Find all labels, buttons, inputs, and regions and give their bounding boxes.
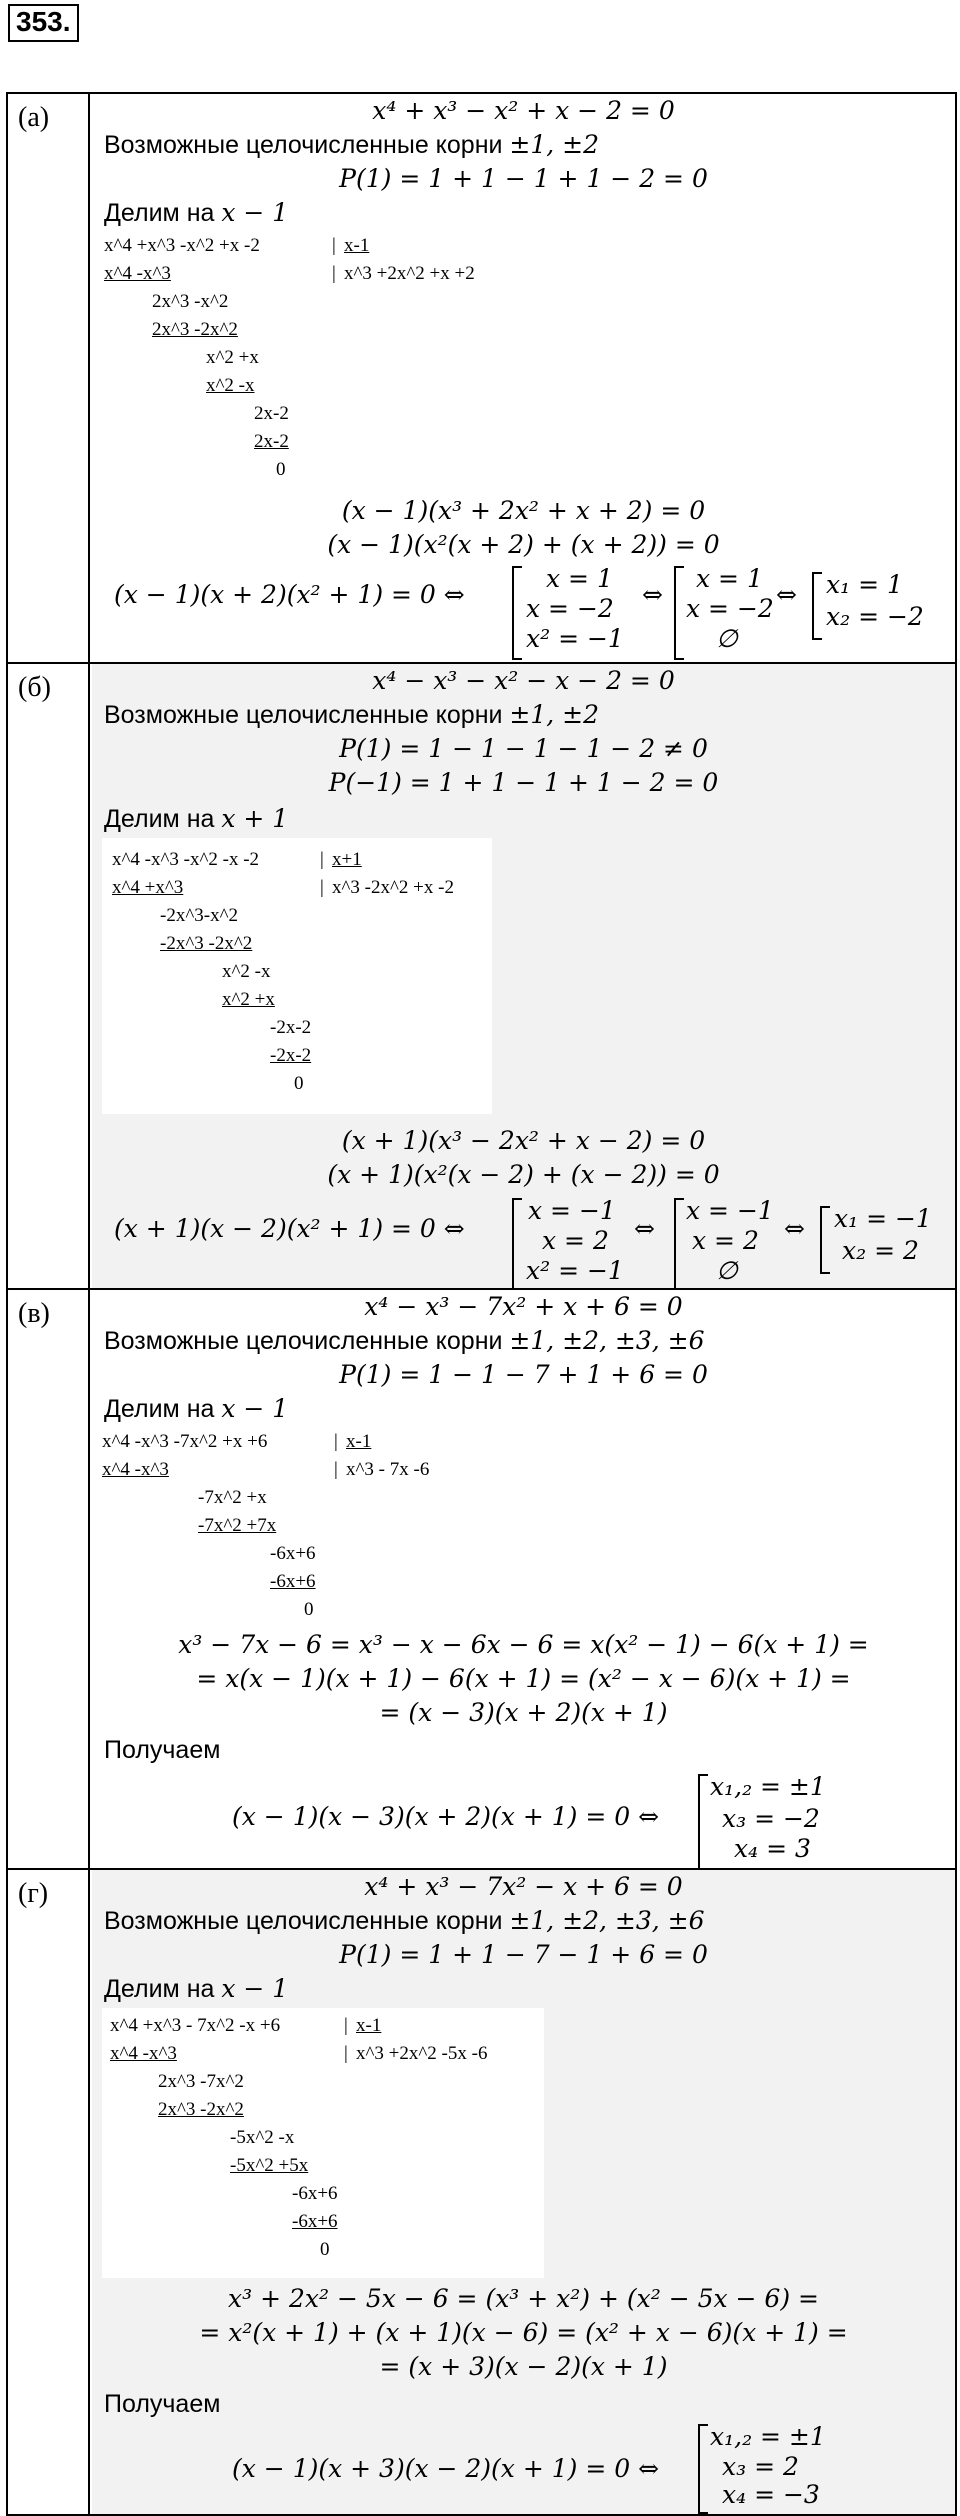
equiv-sign: ⇔ [776,580,797,609]
answer-line: x₃ = −2 [722,1804,820,1833]
roots-line [104,700,599,730]
divisor-text: x-1 [346,1431,372,1452]
answer-line: x₁,₂ = ±1 [710,1772,826,1801]
check-line: P(1) = 1 + 1 − 7 − 1 + 6 = 0 [339,1940,708,1969]
equiv-sign: ⇔ [642,580,663,609]
factored-line: = x(x − 1)(x + 1) − 6(x + 1) = (x² − x − 6)(x + 1) = [196,1664,851,1693]
divisor: x − 1 [221,1974,289,2003]
division-bar: | [332,235,336,256]
factored-line: (x + 1)(x²(x − 2) + (x − 2)) = 0 [327,1160,720,1189]
system-line: x² = −1 [526,624,624,653]
part-a-row [8,94,955,662]
divisor: x − 1 [221,198,289,227]
problem-number: 353. [8,4,79,42]
answer-line: x₁,₂ = ±1 [710,2422,826,2451]
division-step: 2x-2 [254,403,289,424]
division-step: -6x+6 [292,2211,338,2232]
final-equation: (x + 1)(x − 2)(x² + 1) = 0 ⇔ [114,1214,465,1243]
system-line: x = −1 [686,1196,774,1225]
system-line: x = 1 [546,564,613,593]
equation: x⁴ + x³ − 7x² − x + 6 = 0 [364,1872,683,1901]
answer-line: x₂ = −2 [826,602,924,631]
get-label: Получаем [104,1736,221,1764]
final-equation: (x − 1)(x + 3)(x − 2)(x + 1) = 0 ⇔ [232,2454,660,2483]
divide-line [104,1394,288,1424]
division-step: 0 [276,459,286,480]
division-step: 0 [320,2239,330,2260]
division-bar: | [334,1459,338,1480]
roots-values: ±1, ±2, ±3, ±6 [509,1326,705,1355]
roots-label: Возможные целочисленные корни [104,701,503,729]
divisor: x + 1 [221,804,289,833]
roots-values: ±1, ±2 [509,130,600,159]
division-bar: | [332,263,336,284]
dividend: x^4 +x^3 -x^2 +x -2 [104,235,260,256]
check-line: P(1) = 1 + 1 − 1 + 1 − 2 = 0 [339,164,708,193]
division-step: 2x^3 -7x^2 [158,2071,244,2092]
equiv-sign: ⇔ [784,1214,805,1243]
division-step: -6x+6 [270,1571,316,1592]
long-division [102,232,542,482]
part-label: (а) [8,94,90,662]
long-division [102,1428,542,1624]
check-line: P(1) = 1 − 1 − 7 + 1 + 6 = 0 [339,1360,708,1389]
system-line: x² = −1 [526,1256,624,1285]
divide-line [104,804,288,834]
part-d-row [8,1868,955,2514]
roots-values: ±1, ±2 [509,700,600,729]
check-line: P(1) = 1 − 1 − 1 − 1 − 2 ≠ 0 [339,734,708,763]
answer-line: x₂ = 2 [842,1236,919,1265]
factored-line: = (x − 3)(x + 2)(x + 1) [379,1698,668,1727]
division-step: -2x-2 [270,1017,312,1038]
system-line: x = 2 [542,1226,609,1255]
factored-line: x³ − 7x − 6 = x³ − x − 6x − 6 = x(x² − 1) − 6(x + 1) = [178,1630,869,1659]
factored-line: x³ + 2x² − 5x − 6 = (x³ + x²) + (x² − 5x − 6) = [228,2284,819,2313]
system-line: x = −2 [686,594,774,623]
divide-line [104,1974,288,2004]
check-line: P(−1) = 1 + 1 − 1 + 1 − 2 = 0 [328,768,719,797]
division-step: x^2 -x [222,961,271,982]
system-bracket [812,572,822,640]
division-bar: | [334,1431,338,1452]
dividend: x^4 +x^3 - 7x^2 -x +6 [110,2015,281,2036]
divisor-text: x-1 [344,235,370,256]
divisor-text: x+1 [332,849,362,870]
divide-label: Делим на [104,199,215,227]
division-step: -2x-2 [270,1045,312,1066]
system-bracket [512,566,522,660]
divisor-text: x-1 [356,2015,382,2036]
division-step: -5x^2 +5x [230,2155,309,2176]
part-label: (б) [8,664,90,1288]
division-bar: | [320,849,324,870]
system-line: ∅ [716,1256,738,1285]
system-bracket [698,2424,708,2514]
roots-line [104,130,599,160]
system-bracket [674,566,684,660]
system-line: x = 1 [696,564,763,593]
answer-line: x₁ = −1 [834,1204,932,1233]
division-step: 2x^3 -2x^2 [152,319,238,340]
division-step: x^4 -x^3 [104,263,171,284]
roots-label: Возможные целочисленные корни [104,1327,503,1355]
division-step: 2x^3 -2x^2 [158,2099,244,2120]
division-step: x^4 -x^3 [110,2043,177,2064]
get-label: Получаем [104,2390,221,2418]
quotient: x^3 - 7x -6 [346,1459,430,1480]
system-bracket [674,1198,684,1290]
system-bracket [512,1198,522,1290]
system-bracket [820,1206,830,1274]
part-b-content [92,664,955,1288]
division-bar: | [320,877,324,898]
equation: x⁴ − x³ − 7x² + x + 6 = 0 [364,1292,683,1321]
division-step: x^2 +x [222,989,275,1010]
quotient: x^3 -2x^2 +x -2 [332,877,454,898]
final-equation: (x − 1)(x − 3)(x + 2)(x + 1) = 0 ⇔ [232,1802,660,1831]
roots-label: Возможные целочисленные корни [104,131,503,159]
division-bar: | [344,2043,348,2064]
part-c-content [92,1290,955,1868]
divide-label: Делим на [104,805,215,833]
division-step: -2x^3 -2x^2 [160,933,253,954]
dividend: x^4 -x^3 -7x^2 +x +6 [102,1431,268,1452]
quotient: x^3 +2x^2 -5x -6 [356,2043,488,2064]
answer-line: x₁ = 1 [826,570,903,599]
long-division [102,2008,544,2278]
division-step: x^4 +x^3 [112,877,184,898]
answer-line: x₃ = 2 [722,2452,799,2481]
division-step: -6x+6 [270,1543,316,1564]
factored-line: (x − 1)(x²(x + 2) + (x + 2)) = 0 [327,530,720,559]
long-division [102,838,492,1114]
roots-line [104,1326,705,1356]
division-step: -5x^2 -x [230,2127,295,2148]
part-d-content [92,1870,955,2514]
division-step: -6x+6 [292,2183,338,2204]
part-c-row [8,1288,955,1868]
roots-label: Возможные целочисленные корни [104,1907,503,1935]
part-a-content [92,94,955,662]
part-label: (г) [8,1870,90,2514]
system-line: x = −2 [526,594,614,623]
division-step: -7x^2 +x [198,1487,267,1508]
solution-table [6,92,957,2516]
equation: x⁴ + x³ − x² + x − 2 = 0 [372,96,675,125]
factored-line: (x − 1)(x³ + 2x² + x + 2) = 0 [341,496,706,525]
divide-label: Делим на [104,1395,215,1423]
final-equation: (x − 1)(x + 2)(x² + 1) = 0 ⇔ [114,580,465,609]
division-step: x^2 +x [206,347,259,368]
division-step: 0 [304,1599,314,1620]
system-line: ∅ [716,624,738,653]
division-step: -2x^3-x^2 [160,905,238,926]
divide-label: Делим на [104,1975,215,2003]
division-step: 2x-2 [254,431,289,452]
factored-line: = (x + 3)(x − 2)(x + 1) [379,2352,668,2381]
division-step: -7x^2 +7x [198,1515,277,1536]
division-step: 2x^3 -x^2 [152,291,229,312]
division-bar: | [344,2015,348,2036]
division-step: x^2 -x [206,375,255,396]
system-line: x = −1 [528,1196,616,1225]
equiv-sign: ⇔ [634,1214,655,1243]
equation: x⁴ − x³ − x² − x − 2 = 0 [372,666,675,695]
divisor: x − 1 [221,1394,289,1423]
system-line: x = 2 [692,1226,759,1255]
roots-line [104,1906,705,1936]
system-bracket [698,1774,708,1872]
division-step: x^4 -x^3 [102,1459,169,1480]
quotient: x^3 +2x^2 +x +2 [344,263,475,284]
division-step: 0 [294,1073,304,1094]
divide-line [104,198,288,228]
part-label: (в) [8,1290,90,1868]
answer-line: x₄ = 3 [734,1834,811,1863]
roots-values: ±1, ±2, ±3, ±6 [509,1906,705,1935]
dividend: x^4 -x^3 -x^2 -x -2 [112,849,260,870]
answer-line: x₄ = −3 [722,2480,820,2509]
factored-line: = x²(x + 1) + (x + 1)(x − 6) = (x² + x − 6)(x + 1) = [199,2318,848,2347]
part-b-row [8,662,955,1288]
factored-line: (x + 1)(x³ − 2x² + x − 2) = 0 [341,1126,706,1155]
